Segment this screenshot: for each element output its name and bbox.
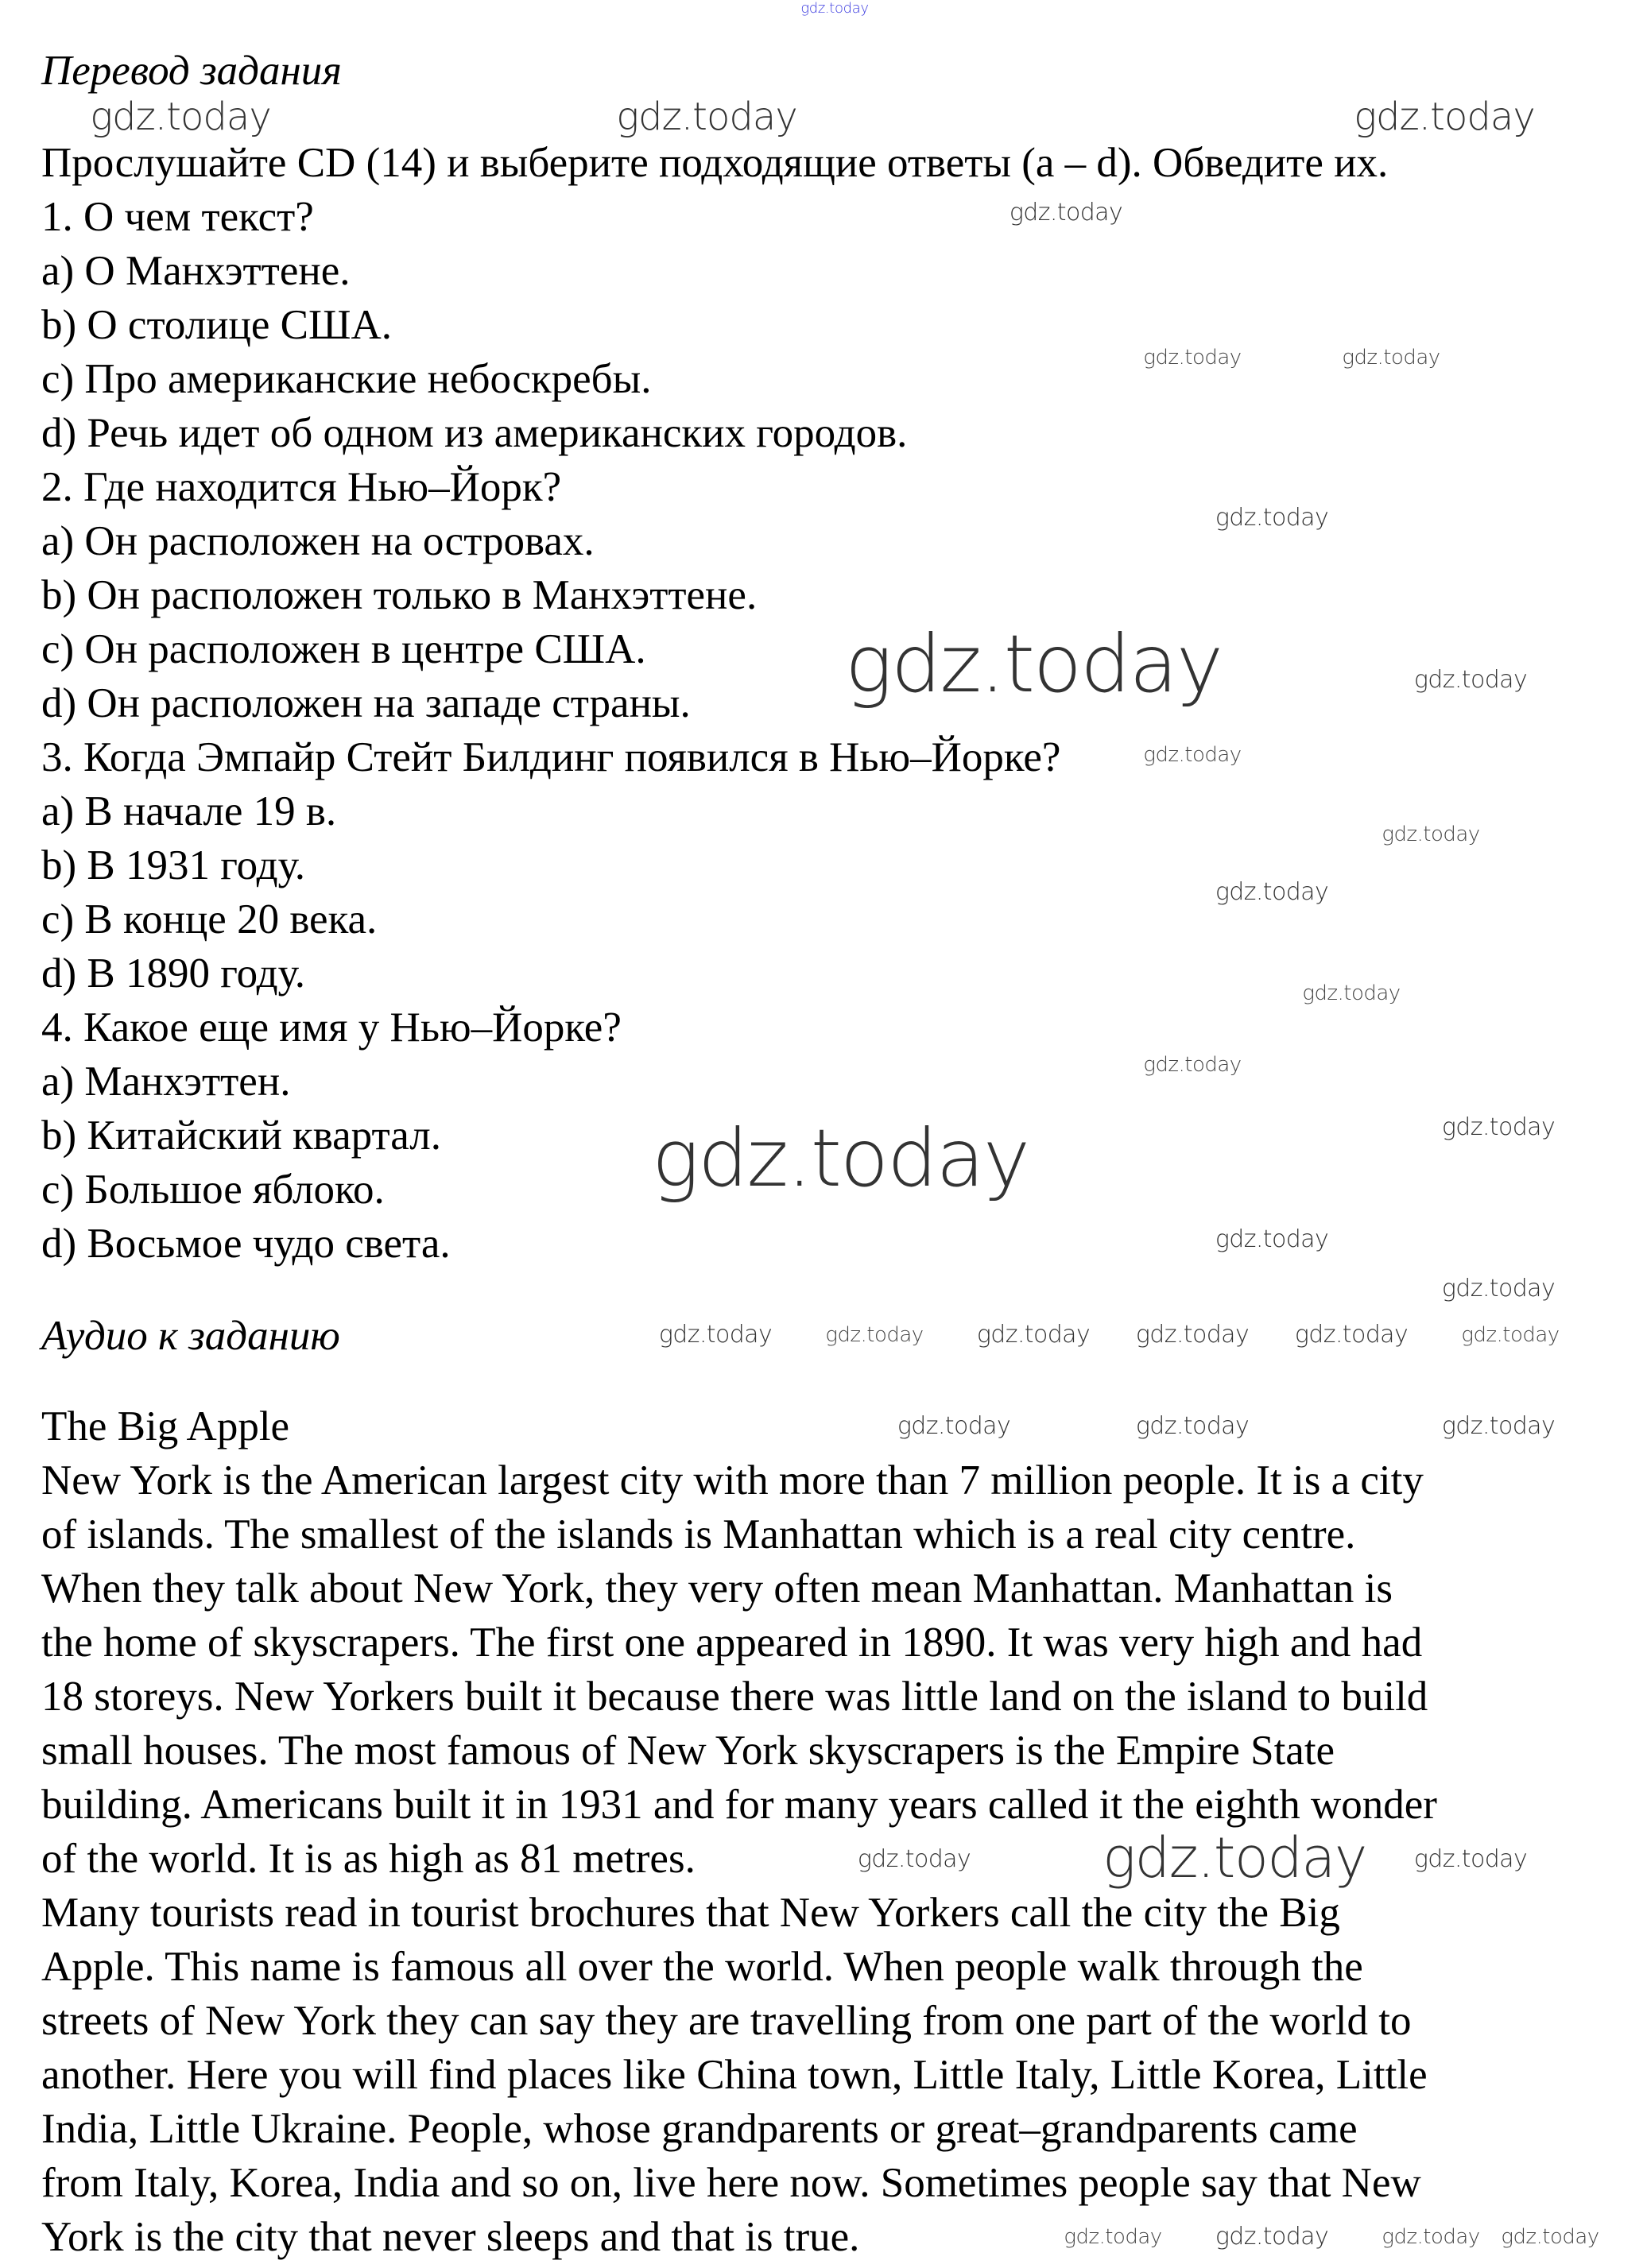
watermark: gdz.today [1143, 1053, 1242, 1077]
question-1 [41, 190, 1615, 460]
watermark: gdz.today [1064, 2225, 1162, 2249]
text-line: the home of skyscrapers. The first one appeared in 1890. It was very high and had [41, 1620, 1423, 1666]
watermark: gdz.today [857, 1845, 971, 1873]
watermark: gdz.today [90, 95, 271, 139]
audio-title: The Big Apple [41, 1403, 290, 1449]
watermark: gdz.today [1441, 1275, 1556, 1302]
option: a) О Манхэттене. [41, 248, 351, 294]
question-text: 4. Какое еще имя у Нью–Йорке? [41, 1004, 622, 1051]
watermark: gdz.today [658, 1321, 773, 1349]
watermark: gdz.today [1342, 346, 1440, 370]
question-text: 2. Где находится Нью–Йорк? [41, 464, 562, 510]
watermark: gdz.today [800, 0, 869, 17]
watermark: gdz.today [1294, 1321, 1409, 1349]
task-heading: Перевод задания [41, 48, 342, 94]
option: b) Он расположен только в Манхэттене. [41, 572, 758, 618]
option: d) В 1890 году. [41, 950, 306, 997]
option: a) В начале 19 в. [41, 788, 337, 834]
watermark: gdz.today [1354, 95, 1535, 139]
option: c) Он расположен в центре США. [41, 626, 646, 672]
watermark: gdz.today [1103, 1825, 1366, 1891]
text-line: When they talk about New York, they very often mean Manhattan. Manhattan is [41, 1566, 1393, 1612]
option: b) О столице США. [41, 302, 393, 348]
watermark: gdz.today [1501, 2225, 1599, 2249]
question-2 [41, 460, 1615, 730]
watermark: gdz.today [897, 1412, 1011, 1440]
option: b) В 1931 году. [41, 842, 306, 888]
text-line: of the world. It is as high as 81 metres. [41, 1836, 696, 1882]
text-line: New York is the American largest city with more than 7 million people. It is a city [41, 1457, 1424, 1504]
audio-heading: Аудио к заданию [41, 1313, 340, 1359]
watermark: gdz.today [616, 95, 797, 139]
watermark: gdz.today [651, 1112, 1029, 1205]
text-line: of islands. The smallest of the islands is Manhattan which is a real city centre. [41, 1511, 1356, 1558]
watermark: gdz.today [1441, 1412, 1556, 1440]
watermark: gdz.today [1215, 504, 1329, 532]
option: d) Речь идет об одном из американских городов. [41, 410, 908, 456]
watermark: gdz.today [1441, 1113, 1556, 1141]
text-line: Apple. This name is famous all over the world. When people walk through the [41, 1944, 1363, 1990]
text-line: York is the city that never sleeps and that is true. [41, 2214, 860, 2260]
watermark: gdz.today [1215, 878, 1329, 906]
option: c) Большое яблоко. [41, 1167, 385, 1213]
text-line: 18 storeys. New Yorkers built it because there was little land on the island to build [41, 1674, 1428, 1720]
watermark: gdz.today [1302, 981, 1401, 1005]
option: d) Восьмое чудо света. [41, 1221, 451, 1267]
watermark: gdz.today [1461, 1323, 1560, 1347]
option: c) В конце 20 века. [41, 896, 378, 942]
watermark: gdz.today [976, 1321, 1091, 1349]
watermark: gdz.today [825, 1323, 924, 1347]
text-line: Many tourists read in tourist brochures that New Yorkers call the city the Big [41, 1890, 1340, 1936]
question-text: 1. О чем текст? [41, 194, 314, 240]
text-line: streets of New York they can say they are travelling from one part of the world to [41, 1998, 1412, 2044]
watermark: gdz.today [1215, 2223, 1329, 2251]
option: a) Манхэттен. [41, 1059, 291, 1105]
watermark: gdz.today [1143, 346, 1242, 370]
watermark: gdz.today [1009, 199, 1123, 226]
text-line: small houses. The most famous of New York skyscrapers is the Empire State [41, 1728, 1335, 1774]
audio-text [41, 1453, 1615, 2264]
watermark: gdz.today [1135, 1321, 1250, 1349]
text-line: building. Americans built it in 1931 and for many years called it the eighth wonder [41, 1782, 1437, 1828]
text-line: from Italy, Korea, India and so on, live here now. Sometimes people say that New [41, 2160, 1421, 2206]
question-3 [41, 730, 1615, 1000]
option: c) Про американские небоскребы. [41, 356, 652, 402]
question-text: 3. Когда Эмпайр Стейт Билдинг появился в Нью–Йорке? [41, 734, 1061, 780]
watermark: gdz.today [1382, 822, 1480, 846]
option: b) Китайский квартал. [41, 1113, 441, 1159]
instruction: Прослушайте CD (14) и выберите подходящие ответы (a – d). Обведите их. [41, 140, 1389, 186]
text-line: another. Here you will find places like China town, Little Italy, Little Korea, Little [41, 2052, 1428, 2098]
option: a) Он расположен на островах. [41, 518, 595, 564]
watermark: gdz.today [1382, 2225, 1480, 2249]
watermark: gdz.today [1413, 666, 1528, 694]
watermark: gdz.today [1143, 743, 1242, 767]
watermark: gdz.today [1215, 1225, 1329, 1253]
text-line: India, Little Ukraine. People, whose grandparents or great–grandparents came [41, 2106, 1358, 2152]
watermark: gdz.today [1135, 1412, 1250, 1440]
option: d) Он расположен на западе страны. [41, 680, 691, 726]
watermark: gdz.today [1413, 1845, 1528, 1873]
watermark: gdz.today [844, 617, 1223, 710]
